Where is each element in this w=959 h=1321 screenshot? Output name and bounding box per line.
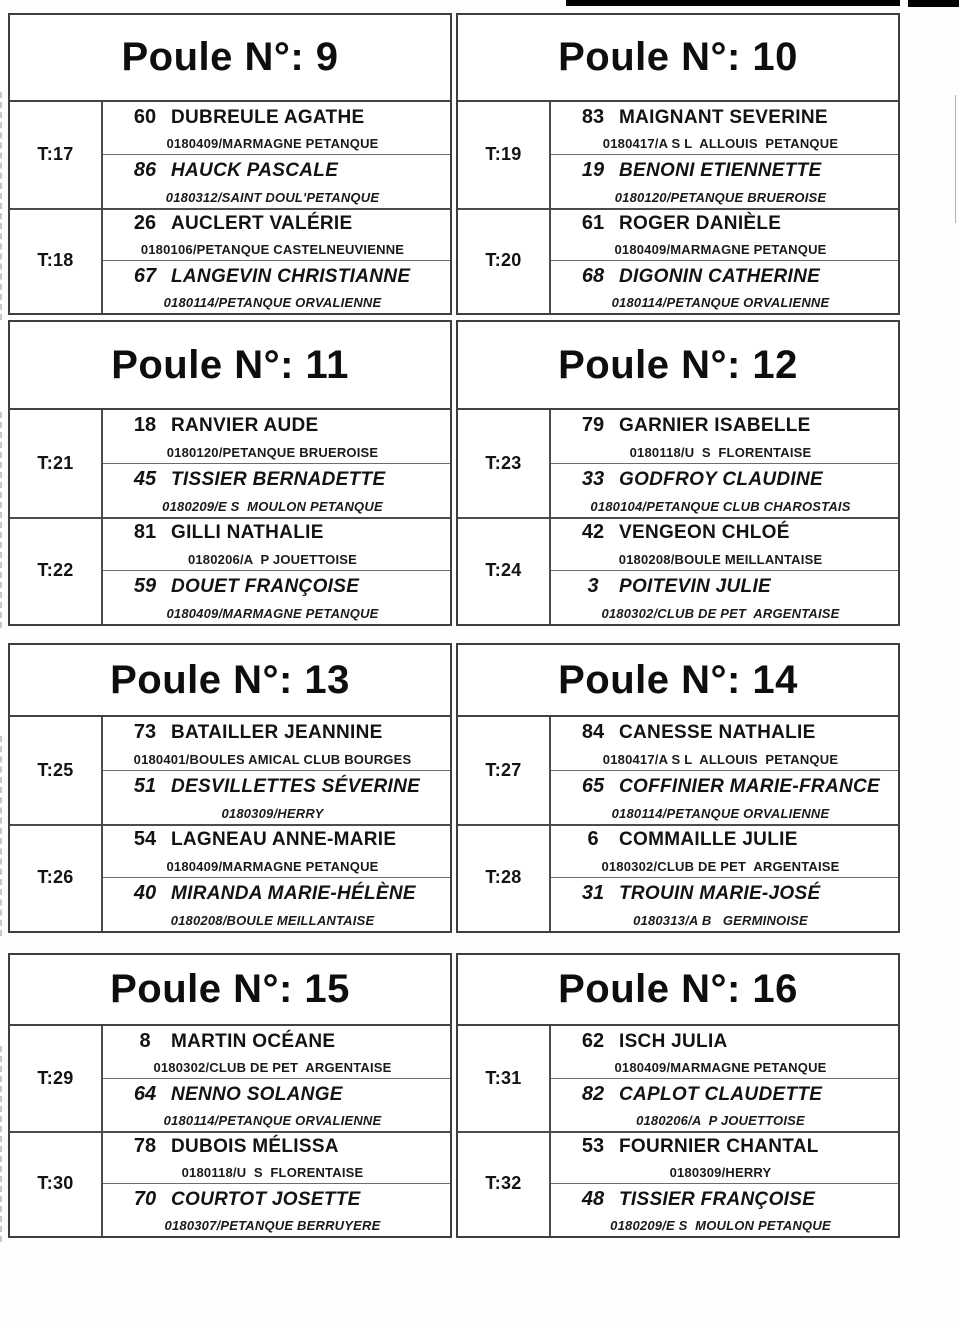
- table-assignment-label: T:19: [485, 144, 522, 165]
- pool-title: Poule N°: 16: [458, 955, 898, 1026]
- pool-title: Poule N°: 9: [10, 15, 450, 102]
- pool-title: Poule N°: 12: [458, 322, 898, 410]
- player-name: ISCH JULIA: [619, 1031, 728, 1052]
- player-entry: [549, 208, 898, 260]
- player-number: 67: [133, 264, 157, 287]
- pool-title: Poule N°: 14: [458, 645, 898, 717]
- player-club: 0180302/CLUB DE PET ARGENTAISE: [601, 859, 840, 874]
- player-entry: [101, 154, 450, 207]
- player-name: GILLI NATHALIE: [171, 522, 324, 543]
- player-club: 0180209/E S MOULON PETANQUE: [610, 1218, 831, 1233]
- pool-body: [458, 102, 898, 313]
- player-number: 62: [581, 1030, 605, 1052]
- player-number: 84: [581, 721, 605, 743]
- player-club: 0180307/PETANQUE BERRUYERE: [164, 1218, 381, 1233]
- pool-table: [456, 320, 900, 626]
- player-number: 65: [581, 775, 605, 797]
- table-assignment-label: T:20: [485, 249, 522, 270]
- player-entry: [549, 1183, 898, 1236]
- player-entry: [101, 463, 450, 517]
- pool-table: [456, 13, 900, 315]
- player-name: TISSIER FRANÇOISE: [619, 1189, 816, 1210]
- player-club: 0180118/U S FLORENTAISE: [629, 445, 812, 460]
- player-club: 0180417/A S L ALLOUIS PETANQUE: [602, 752, 839, 767]
- player-name: DIGONIN CATHERINE: [619, 265, 821, 287]
- section-divider-line: [458, 824, 898, 826]
- table-assignment-label: T:21: [37, 453, 74, 473]
- pool-table: [8, 320, 452, 626]
- player-name: DUBREULE AGATHE: [171, 107, 365, 128]
- player-entry: [549, 824, 898, 877]
- player-club: 0180409/MARMAGNE PETANQUE: [614, 1060, 827, 1075]
- player-entry: [101, 717, 450, 770]
- player-club: 0180120/PETANQUE BRUEROISE: [614, 189, 827, 205]
- table-assignment-label: T:28: [485, 867, 522, 887]
- player-name: MARTIN OCÉANE: [171, 1031, 336, 1052]
- player-number: 81: [133, 521, 157, 543]
- pool-body: [458, 410, 898, 624]
- pool-body: [458, 1026, 898, 1236]
- player-club: 0180409/MARMAGNE PETANQUE: [166, 859, 379, 874]
- player-club: 0180114/PETANQUE ORVALIENNE: [611, 295, 830, 310]
- section-divider-line: [10, 517, 450, 519]
- player-club: 0180106/PETANQUE CASTELNEUVIENNE: [140, 241, 405, 257]
- player-entry: [101, 208, 450, 260]
- player-name: AUCLERT VALÉRIE: [171, 212, 353, 234]
- player-name: NENNO SOLANGE: [171, 1084, 343, 1105]
- player-club: 0180208/BOULE MEILLANTAISE: [618, 552, 823, 567]
- pool-table: [456, 953, 900, 1238]
- player-name: BATAILLER JEANNINE: [171, 722, 383, 743]
- player-entry: [101, 102, 450, 154]
- section-divider-line: [458, 1131, 898, 1133]
- scan-edge-artifact: [955, 95, 956, 223]
- player-number: 54: [133, 828, 157, 850]
- player-number: 86: [133, 159, 157, 182]
- pool-body: [10, 410, 450, 624]
- player-number: 59: [133, 575, 157, 597]
- player-entry: [549, 410, 898, 463]
- scan-artifact-bar: [908, 0, 959, 7]
- player-entry: [101, 1026, 450, 1078]
- section-divider-line: [458, 208, 898, 210]
- player-entry: [549, 1078, 898, 1131]
- player-entry: [549, 1131, 898, 1183]
- pool-table: [456, 643, 900, 933]
- player-club: 0180417/A S L ALLOUIS PETANQUE: [602, 136, 839, 152]
- player-club: 0180409/MARMAGNE PETANQUE: [166, 606, 379, 621]
- player-number: 33: [581, 468, 605, 490]
- player-club: 0180118/U S FLORENTAISE: [181, 1165, 364, 1180]
- table-assignment-label: T:29: [37, 1068, 74, 1088]
- section-divider-line: [10, 824, 450, 826]
- player-entry: [101, 824, 450, 877]
- player-club: 0180409/MARMAGNE PETANQUE: [614, 241, 827, 257]
- player-entry: [549, 102, 898, 154]
- player-name: HAUCK PASCALE: [171, 160, 339, 182]
- player-number: 3: [587, 575, 599, 597]
- pool-body: [458, 717, 898, 931]
- player-entry: [101, 1131, 450, 1183]
- table-assignment-label: T:25: [37, 760, 74, 780]
- player-entry: [549, 877, 898, 931]
- player-name: TROUIN MARIE-JOSÉ: [619, 883, 821, 904]
- player-club: 0180409/MARMAGNE PETANQUE: [166, 136, 379, 152]
- pool-title: Poule N°: 13: [10, 645, 450, 717]
- section-divider-line: [458, 517, 898, 519]
- table-assignment-label: T:31: [485, 1068, 522, 1088]
- player-entry: [101, 260, 450, 313]
- scan-edge-artifact: [0, 92, 2, 320]
- player-name: FOURNIER CHANTAL: [619, 1136, 819, 1157]
- player-name: COFFINIER MARIE-FRANCE: [619, 776, 880, 797]
- pool-body: [10, 717, 450, 931]
- player-entry: [101, 1183, 450, 1236]
- player-name: LANGEVIN CHRISTIANNE: [171, 265, 411, 287]
- player-club: 0180209/E S MOULON PETANQUE: [162, 499, 383, 514]
- player-number: 61: [581, 211, 605, 234]
- player-club: 0180104/PETANQUE CLUB CHAROSTAIS: [590, 499, 851, 514]
- player-name: MAIGNANT SEVERINE: [619, 107, 828, 128]
- section-divider-line: [10, 208, 450, 210]
- player-club: 0180206/A P JOUETTOISE: [187, 552, 358, 567]
- player-name: BENONI ETIENNETTE: [619, 160, 822, 182]
- player-club: 0180208/BOULE MEILLANTAISE: [170, 913, 375, 928]
- player-number: 8: [139, 1030, 151, 1052]
- pool-table: [8, 13, 452, 315]
- pool-title: Poule N°: 11: [10, 322, 450, 410]
- player-name: TISSIER BERNADETTE: [171, 469, 386, 490]
- player-club: 0180302/CLUB DE PET ARGENTAISE: [601, 606, 840, 621]
- player-entry: [101, 517, 450, 570]
- player-entry: [101, 410, 450, 463]
- player-number: 6: [587, 828, 599, 850]
- player-name: POITEVIN JULIE: [619, 576, 772, 597]
- scan-edge-artifact: [0, 412, 2, 628]
- player-club: 0180302/CLUB DE PET ARGENTAISE: [153, 1060, 392, 1075]
- player-number: 64: [133, 1083, 157, 1105]
- player-entry: [549, 260, 898, 313]
- player-number: 78: [133, 1135, 157, 1157]
- player-number: 48: [581, 1188, 605, 1210]
- player-club: 0180309/HERRY: [221, 806, 324, 821]
- table-assignment-label: T:23: [485, 453, 522, 473]
- player-name: COURTOT JOSETTE: [171, 1189, 361, 1210]
- player-number: 42: [581, 521, 605, 543]
- table-assignment-label: T:18: [37, 249, 74, 270]
- table-assignment-label: T:27: [485, 760, 522, 780]
- player-number: 45: [133, 468, 157, 490]
- player-name: CAPLOT CLAUDETTE: [619, 1084, 823, 1105]
- player-entry: [101, 1078, 450, 1131]
- player-number: 70: [133, 1188, 157, 1210]
- player-name: ROGER DANIÈLE: [619, 212, 782, 234]
- player-club: 0180114/PETANQUE ORVALIENNE: [163, 1113, 382, 1128]
- player-entry: [549, 154, 898, 207]
- section-divider-line: [10, 1131, 450, 1133]
- player-name: DESVILLETTES SÉVERINE: [171, 776, 421, 797]
- player-name: VENGEON CHLOÉ: [619, 522, 790, 543]
- scan-edge-artifact: [0, 736, 2, 936]
- table-assignment-label: T:32: [485, 1173, 522, 1193]
- player-number: 53: [581, 1135, 605, 1157]
- player-entry: [549, 717, 898, 770]
- player-name: GODFROY CLAUDINE: [619, 469, 823, 490]
- table-assignment-label: T:22: [37, 560, 74, 580]
- player-number: 73: [133, 721, 157, 743]
- player-club: 0180401/BOULES AMICAL CLUB BOURGES: [133, 752, 412, 767]
- pool-body: [10, 1026, 450, 1236]
- player-name: COMMAILLE JULIE: [619, 829, 798, 850]
- player-name: MIRANDA MARIE-HÉLÈNE: [171, 883, 416, 904]
- player-club: 0180114/PETANQUE ORVALIENNE: [163, 295, 382, 310]
- pool-body: [10, 102, 450, 313]
- player-entry: [549, 463, 898, 517]
- player-entry: [101, 770, 450, 824]
- player-name: GARNIER ISABELLE: [619, 415, 811, 436]
- table-assignment-label: T:26: [37, 867, 74, 887]
- player-name: RANVIER AUDE: [171, 415, 319, 436]
- player-number: 19: [581, 159, 605, 182]
- player-club: 0180120/PETANQUE BRUEROISE: [166, 445, 379, 460]
- pool-title: Poule N°: 15: [10, 955, 450, 1026]
- player-entry: [101, 570, 450, 624]
- player-name: CANESSE NATHALIE: [619, 722, 816, 743]
- player-entry: [549, 770, 898, 824]
- player-club: 0180206/A P JOUETTOISE: [636, 1113, 805, 1128]
- player-number: 60: [133, 106, 157, 128]
- player-club: 0180312/SAINT DOUL'PETANQUE: [165, 189, 380, 205]
- player-name: LAGNEAU ANNE-MARIE: [171, 829, 397, 850]
- player-entry: [101, 877, 450, 931]
- player-club: 0180313/A B GERMINOISE: [633, 913, 808, 928]
- table-assignment-label: T:30: [37, 1173, 74, 1193]
- player-number: 40: [133, 882, 157, 904]
- player-number: 82: [581, 1083, 605, 1105]
- player-number: 18: [133, 414, 157, 436]
- pool-table: [8, 643, 452, 933]
- player-number: 68: [581, 264, 605, 287]
- player-entry: [549, 517, 898, 570]
- player-number: 31: [581, 882, 605, 904]
- scan-artifact-bar: [566, 0, 900, 6]
- table-assignment-label: T:24: [485, 560, 522, 580]
- player-club: 0180309/HERRY: [669, 1165, 772, 1180]
- player-name: DUBOIS MÉLISSA: [171, 1136, 339, 1157]
- table-assignment-label: T:17: [37, 144, 74, 165]
- player-number: 51: [133, 775, 157, 797]
- player-number: 79: [581, 414, 605, 436]
- player-name: DOUET FRANÇOISE: [171, 576, 360, 597]
- player-club: 0180114/PETANQUE ORVALIENNE: [611, 806, 830, 821]
- player-number: 26: [133, 211, 157, 234]
- pool-table: [8, 953, 452, 1238]
- pool-title: Poule N°: 10: [458, 15, 898, 102]
- player-number: 83: [581, 106, 605, 128]
- player-entry: [549, 1026, 898, 1078]
- player-entry: [549, 570, 898, 624]
- scan-edge-artifact: [0, 1046, 2, 1242]
